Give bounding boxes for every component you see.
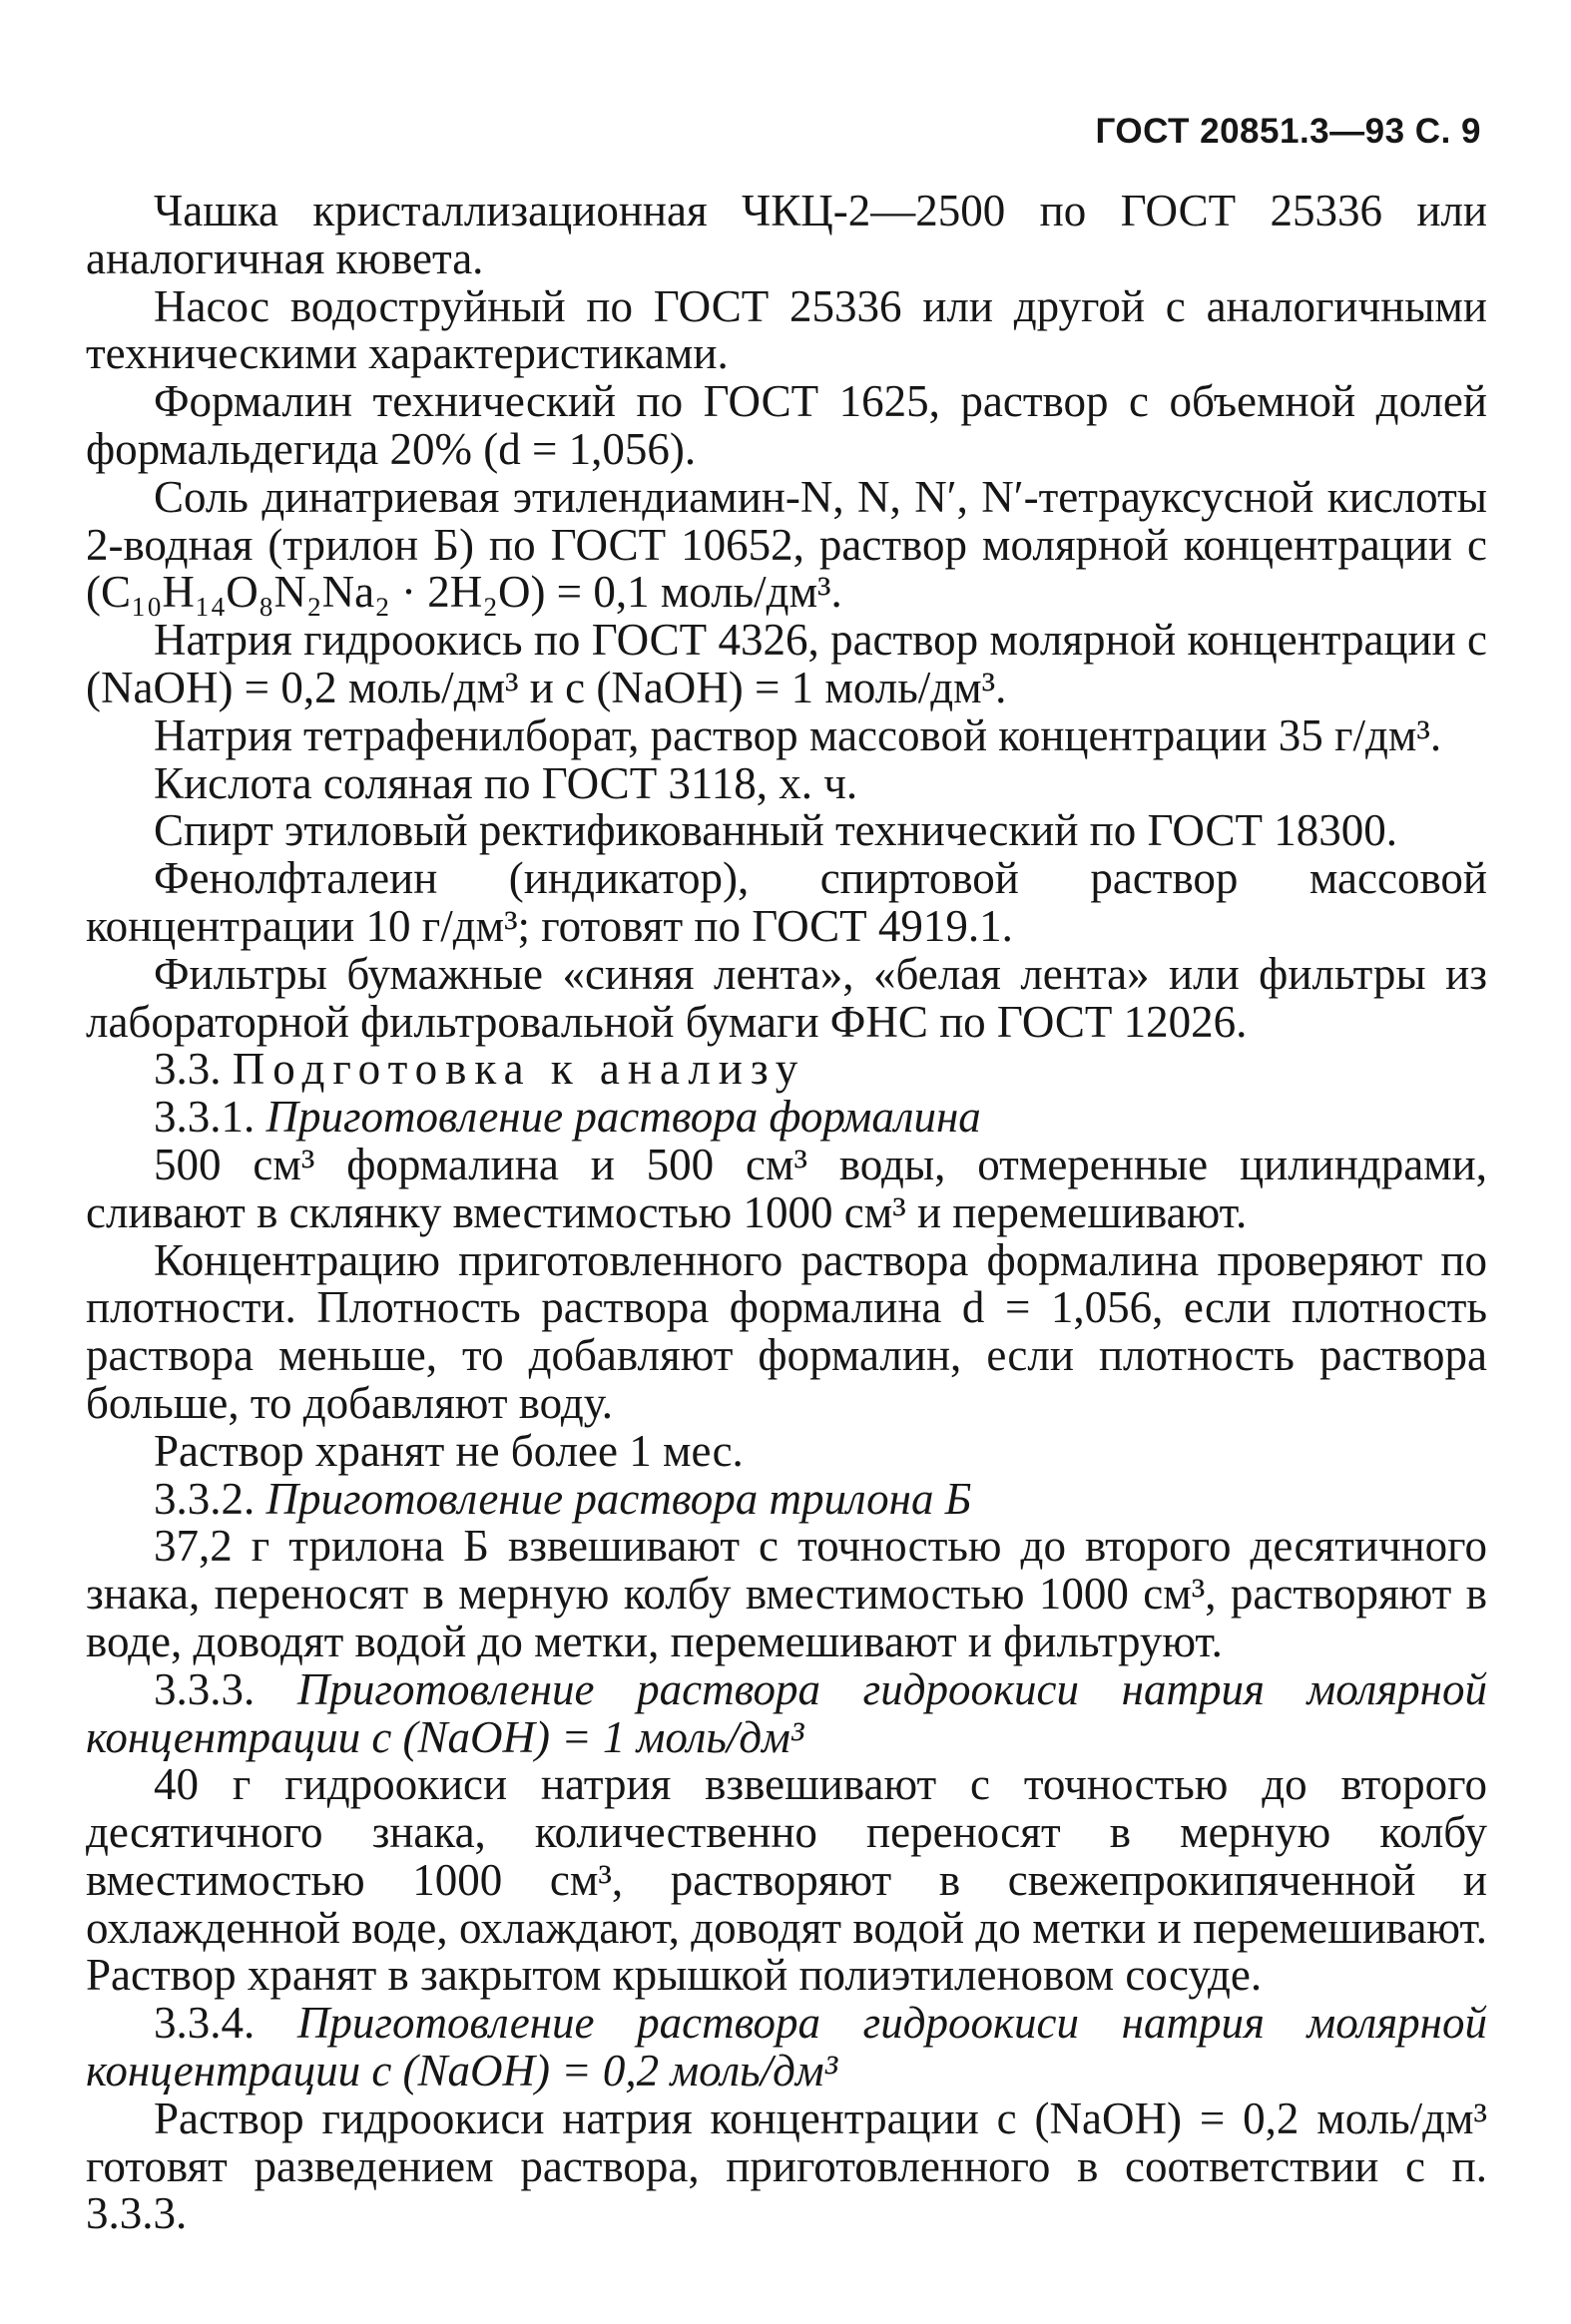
- paragraph-hydrochloric-acid: Кислота соляная по ГОСТ 3118, х. ч.: [154, 757, 858, 808]
- subsection-heading-3-3-1: [86, 1094, 1487, 1142]
- subsection-number: 3.3.4.: [154, 1998, 256, 2049]
- paragraph-naoh-1m-preparation: 40 г гидроокиси натрия взвешивают с точностью до второго десятичного знака, количественно переносят в мерную колбу вместимостью 1000 см³, растворяют в свежепрокипяченной и охлажденной воде, охлаждают, доводят водой до метки и перемешивают. Раствор хранят в закрытом крышкой полиэтиленовом сосуде.: [86, 1759, 1487, 2001]
- subsection-number: 3.3.2.: [154, 1473, 256, 1524]
- paragraph-formalin: Формалин технический по ГОСТ 1625, раствор с объемной долей формальдегида 20% (d = 1,056).: [86, 376, 1487, 474]
- subsection-heading-3-3-4: [86, 2000, 1487, 2095]
- subsection-title: Приготовление раствора трилона Б: [265, 1473, 972, 1524]
- paragraph-formalin-storage: Раствор хранят не более 1 мес.: [154, 1425, 744, 1476]
- paragraph-sodium-hydroxide: Натрия гидроокись по ГОСТ 4326, раствор молярной концентрации c (NaOH) = 0,2 моль/дм³ и c (NaOH) = 1 моль/дм³.: [86, 615, 1487, 712]
- paragraph-formalin-density: Концентрацию приготовленного раствора формалина проверяют по плотности. Плотность раствора формалина d = 1,056, если плотность раствора меньше, то добавляют формалин, если плотность раствора больше, то добавляют воду.: [86, 1234, 1487, 1428]
- subsection-title: Приготовление раствора гидроокиси натрия молярной концентрации c (NaOH) = 0,2 моль/дм³: [86, 1998, 1487, 2096]
- paragraph-ethyl-alcohol: Спирт этиловый ректификованный технический по ГОСТ 18300.: [154, 805, 1397, 856]
- subsection-title: Приготовление раствора гидроокиси натрия молярной концентрации c (NaOH) = 1 моль/дм³: [86, 1663, 1487, 1762]
- section-title: Подготовка к анализу: [232, 1044, 806, 1095]
- subsection-heading-3-3-2: [86, 1473, 1487, 1524]
- section-number: 3.3.: [154, 1044, 222, 1095]
- paragraph-trilon-b: Соль динатриевая этилендиамин-N, N, N′, N′-тетрауксусной кислоты 2-водная (трилон Б) по ГОСТ 10652, раствор молярной концентрации c (C₁₀H₁₄O₈N₂Na₂ · 2H₂O) = 0,1 моль/дм³.: [86, 471, 1487, 618]
- subsection-heading-3-3-3: [86, 1663, 1487, 1762]
- subsection-number: 3.3.1.: [154, 1092, 256, 1143]
- paragraph-crystallization-dish: Чашка кристаллизационная ЧКЦ-2—2500 по ГОСТ 25336 или аналогичная кювета.: [86, 186, 1487, 283]
- paragraph-paper-filters: Фильтры бумажные «синяя лента», «белая лента» или фильтры из лабораторной фильтровальной бумаги ФНС по ГОСТ 12026.: [86, 948, 1487, 1047]
- paragraph-naoh-0-2m-preparation: Раствор гидроокиси натрия концентрации c (NaOH) = 0,2 моль/дм³ готовят разведением раствора, приготовленного в соответствии с п. 3.3.3.: [86, 2092, 1487, 2239]
- paragraph-trilon-preparation: 37,2 г трилона Б взвешивают с точностью до второго десятичного знака, переносят в мерную колбу вместимостью 1000 см³, растворяют в воде, доводят водой до метки, перемешивают и фильтруют.: [86, 1521, 1487, 1666]
- section-heading-3-3: [86, 1046, 1487, 1094]
- paragraph-phenolphthalein: Фенолфталеин (индикатор), спиртовой раствор массовой концентрации 10 г/дм³; готовят по ГОСТ 4919.1.: [86, 853, 1487, 951]
- subsection-title: Приготовление раствора формалина: [265, 1092, 981, 1143]
- paragraph-water-pump: Насос водоструйный по ГОСТ 25336 или другой с аналогичными техническими характеристиками.: [86, 280, 1487, 379]
- document-body: [86, 188, 1487, 2238]
- paragraph-tetraphenylborate: Натрия тетрафенилборат, раствор массовой концентрации 35 г/дм³.: [154, 709, 1442, 760]
- page-header: ГОСТ 20851.3—93 С. 9: [1095, 112, 1481, 151]
- subsection-number: 3.3.3.: [154, 1663, 256, 1714]
- paragraph-formalin-mixing: 500 см³ формалина и 500 см³ воды, отмеренные цилиндрами, сливают в склянку вместимостью 1000 см³ и перемешивают.: [86, 1139, 1487, 1237]
